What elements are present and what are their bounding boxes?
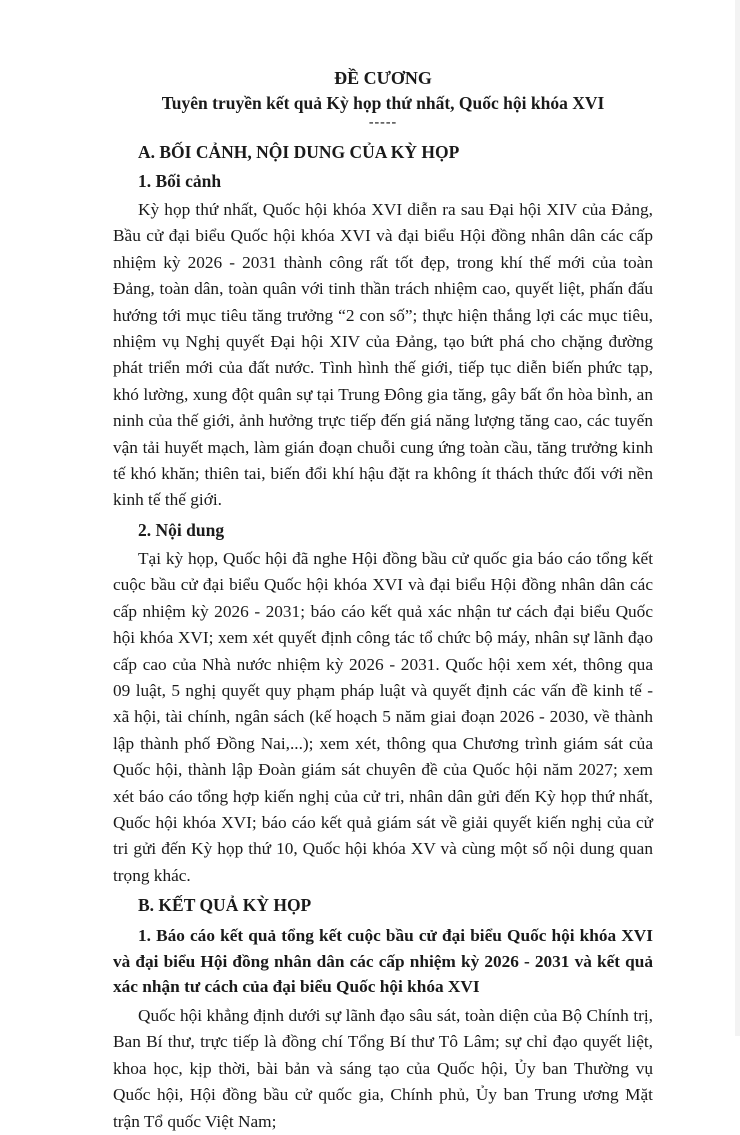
section-a1-heading: 1. Bối cảnh [138,171,222,191]
document-title: ĐỀ CƯƠNG [334,68,432,88]
section-b1-heading: 1. Báo cáo kết quả tổng kết cuộc bầu cử đại biểu Quốc hội khóa XVI và đại biểu Hội đồng nhân dân các cấp nhiệm kỳ 2026 - 2031 và kết quả xác nhận tư cách của đại biểu Quốc hội khóa XVI [113,926,653,997]
section-a-heading: A. BỐI CẢNH, NỘI DUNG CỦA KỲ HỌP [138,142,460,162]
title-separator: ----- [368,115,398,130]
section-b-heading: B. KẾT QUẢ KỲ HỌP [138,895,312,916]
section-a1-paragraph: Kỳ họp thứ nhất, Quốc hội khóa XVI diễn ra sau Đại hội XIV của Đảng, Bầu cử đại biểu Quốc hội khóa XVI và đại biểu Hội đồng nhân dân các cấp nhiệm kỳ 2026 - 2031 thành công rất tốt đẹp, trong khí thế mới của toàn Đảng, toàn dân, toàn quân với tinh thần trách nhiệm cao, quyết liệt, phấn đấu hướng tới mục tiêu tăng trưởng “2 con số”; thực hiện thắng lợi các mục tiêu, nhiệm vụ Nghị quyết Đại hội XIV của Đảng, tạo bứt phá cho chặng đường phát triển mới của đất nước. Tình hình thế giới, tiếp tục diễn biến phức tạp, khó lường, xung đột quân sự tại Trung Đông gia tăng, gây bất ổn hòa bình, an ninh của thế giới, ảnh hưởng trực tiếp đến giá năng lượng tăng cao, các tuyến vận tải huyết mạch, làm gián đoạn chuỗi cung ứng toàn cầu, tăng trưởng kinh tế khó khăn; thiên tai, biến đổi khí hậu đặt ra không ít thách thức đối với nền kinh tế thế giới. [113,200,653,510]
document-body [113,66,653,1135]
section-b1-paragraph: Quốc hội khẳng định dưới sự lãnh đạo sâu sát, toàn diện của Bộ Chính trị, Ban Bí thư, trực tiếp là đồng chí Tổng Bí thư Tô Lâm; sự chỉ đạo quyết liệt, khoa học, kịp thời, bài bản và sáng tạo của Quốc hội, Ủy ban Thường vụ Quốc hội, Hội đồng bầu cử quốc gia, Chính phủ, Ủy ban Trung ương Mặt trận Tổ quốc Việt Nam; [113,1005,653,1131]
document-subtitle: Tuyên truyền kết quả Kỳ họp thứ nhất, Quốc hội khóa XVI [161,93,605,113]
section-a2-paragraph: Tại kỳ họp, Quốc hội đã nghe Hội đồng bầu cử quốc gia báo cáo tổng kết cuộc bầu cử đại biểu Quốc hội khóa XVI và đại biểu Hội đồng nhân dân các cấp nhiệm kỳ 2026 - 2031; báo cáo kết quả xác nhận tư cách đại biểu Quốc hội khóa XVI; xem xét quyết định công tác tổ chức bộ máy, nhân sự lãnh đạo cấp cao của Nhà nước nhiệm kỳ 2026 - 2031. Quốc hội xem xét, thông qua 09 luật, 5 nghị quyết quy phạm pháp luật và quyết định các vấn đề kinh tế - xã hội, tài chính, ngân sách (kế hoạch 5 năm giai đoạn 2026 - 2030, về thành lập thành phố Đồng Nai,...); xem xét, thông qua Chương trình giám sát của Quốc hội, thành lập Đoàn giám sát chuyên đề của Quốc hội năm 2027; xem xét báo cáo tổng hợp kiến nghị của cử tri, nhân dân gửi đến Kỳ họp thứ nhất, Quốc hội khóa XVI; báo cáo kết quả giám sát về giải quyết kiến nghị của cử tri gửi đến Kỳ họp thứ 10, Quốc hội khóa XV và cùng một số nội dung quan trọng khác. [113,548,653,885]
section-a2-heading: 2. Nội dung [138,519,225,540]
page-edge-shade [735,0,740,1036]
